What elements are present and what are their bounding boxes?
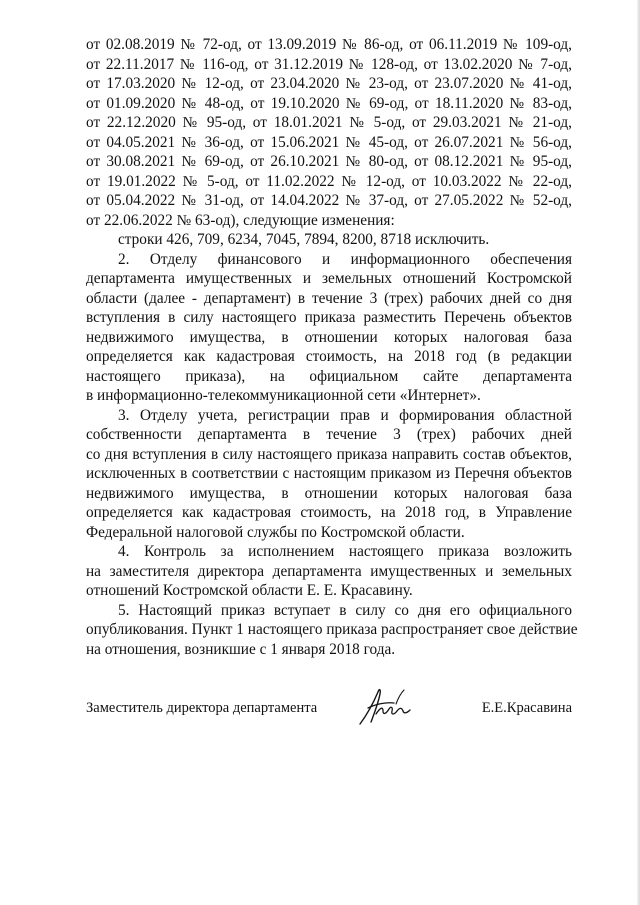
paragraph-2-first-line: 2. Отделу финансового и информационного обеспечения xyxy=(118,250,572,268)
paragraph-3-first-line: 3. Отделу учета, регистрации прав и формирования областной xyxy=(118,406,572,424)
text-line: от 05.04.2022 № 31-од, от 14.04.2022 № 37-од, от 27.05.2022 № 52-од, xyxy=(86,192,572,209)
text-line: недвижимого имущества, в отношении которых налоговая база xyxy=(86,484,572,502)
signature-block xyxy=(86,698,572,718)
text-line: строки 426, 709, 6234, 7045, 7894, 8200, 8718 исключить. xyxy=(118,231,490,248)
text-line: от 02.08.2019 № 72-од, от 13.09.2019 № 86-од, от 06.11.2019 № 109-од, xyxy=(86,36,572,53)
text-line: от 30.08.2021 № 69-од, от 26.10.2021 № 80-од, от 08.12.2021 № 95-од, xyxy=(86,153,572,170)
signer-name: Е.Е.Красавина xyxy=(481,700,572,716)
text-line: опубликования. Пункт 1 настоящего приказа распространяет свое действие xyxy=(86,621,578,638)
text-line: определяется как кадастровая стоимость, на 2018 год, в Управление xyxy=(86,504,572,521)
text-line: определяется как кадастровая стоимость, на 2018 год (в редакции xyxy=(86,348,572,365)
text-line: от 17.03.2020 № 12-од, от 23.04.2020 № 23-од, от 23.07.2020 № 41-од, xyxy=(86,75,572,92)
text-line: от 22.06.2022 № 63-од), следующие изменения: xyxy=(86,211,395,229)
text-line: от 19.01.2022 № 5-од, от 11.02.2022 № 12-од, от 10.03.2022 № 22-од, xyxy=(86,172,572,190)
text-line: исключенных в соответствии с настоящим приказом из Перечня объектов xyxy=(86,465,572,482)
paragraph-5-first-line: 5. Настоящий приказ вступает в силу со дня его официального xyxy=(118,601,572,619)
text-line: департамента имущественных и земельных отношений Костромской xyxy=(86,270,572,287)
text-line: Федеральной налоговой службы по Костромской области. xyxy=(86,523,465,541)
text-line: от 22.11.2017 № 116-од, от 31.12.2019 № 128-од, от 13.02.2020 № 7-од, xyxy=(86,55,572,73)
signer-title: Заместитель директора департамента xyxy=(86,700,318,716)
text-line: в информационно-телекоммуникационной сети «Интернет». xyxy=(86,387,481,404)
text-line: отношений Костромской области Е. Е. Красавину. xyxy=(86,582,413,599)
text-line: на отношения, возникшие с 1 января 2018 года. xyxy=(86,640,396,658)
text-line: вступления в силу настоящего приказа разместить Перечень объектов xyxy=(86,309,572,326)
handwritten-signature xyxy=(356,684,416,728)
text-line: собственности департамента в течение 3 (трех) рабочих дней xyxy=(86,426,572,443)
text-line: от 04.05.2021 № 36-од, от 15.06.2021 № 45-од, от 26.07.2021 № 56-од, xyxy=(86,133,572,151)
text-line: настоящего приказа), на официальном сайте департамента xyxy=(86,367,572,385)
text-line: области (далее - департамент) в течение 3 (трех) рабочих дней со дня xyxy=(86,289,572,307)
text-line: от 22.12.2020 № 95-од, от 18.01.2021 № 5-од, от 29.03.2021 № 21-од, xyxy=(86,114,572,131)
text-line: от 01.09.2020 № 48-од, от 19.10.2020 № 69-од, от 18.11.2020 № 83-од, xyxy=(86,94,572,112)
text-line: на заместителя директора департамента имущественных и земельных xyxy=(86,562,572,580)
text-line: недвижимого имущества, в отношении которых налоговая база xyxy=(86,328,572,346)
text-line: со дня вступления в силу настоящего приказа направить состав объектов, xyxy=(86,445,572,463)
paragraph-4-first-line: 4. Контроль за исполнением настоящего приказа возложить xyxy=(118,543,572,560)
